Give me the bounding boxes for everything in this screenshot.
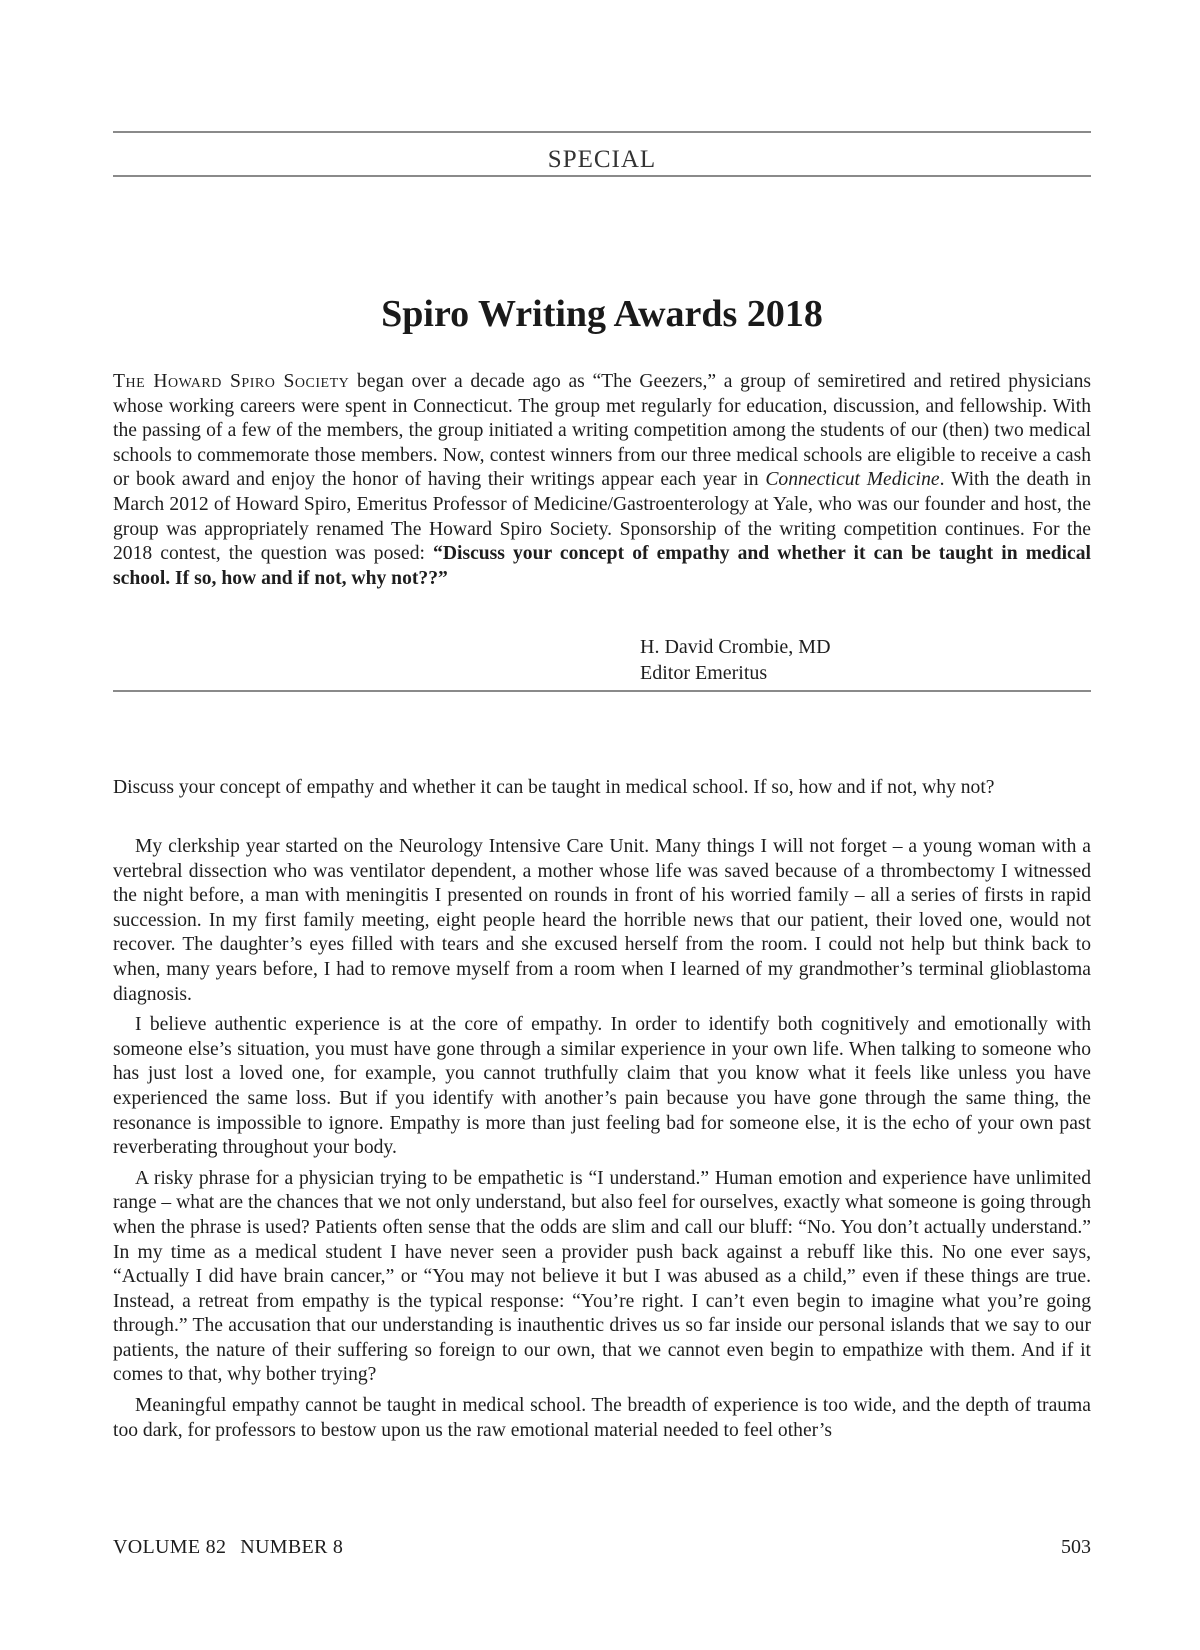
footer-page-number: 503 [1061,1536,1091,1558]
editor-role: Editor Emeritus [640,662,768,684]
section-label: SPECIAL [547,146,657,173]
essay-paragraph: My clerkship year started on the Neurology Intensive Care Unit. Many things I will not forget – a young woman with a vertebral dissection who was ventilator dependent, a mother whose life was saved because of a thrombectomy I witnessed the night before, a man with meningitis I presented on rounds in front of his worried family – all a series of firsts in rapid succession. In my first family meeting, eight people heard the horrible news that our patient, their loved one, would not recover. The daughter’s eyes filled with tears and she excused herself from the room. I could not help but think back to when, many years before, I had to remove myself from a room when I learned of my grandmother’s terminal glioblastoma diagnosis. [113,836,1091,1005]
contest-question: “Discuss your concept of empathy and whether it can be taught in medical school. If so, how and if not, why not??” [113,543,1091,589]
page-title: Spiro Writing Awards 2018 [381,293,823,335]
essay-prompt: Discuss your concept of empathy and whether it can be taught in medical school. If so, how and if not, why not? [113,777,995,798]
editor-name: H. David Crombie, MD [640,636,831,658]
intro-paragraph [113,370,1091,591]
header-bottom-rule [113,175,1091,177]
footer-number: NUMBER 8 [240,1536,344,1558]
journal-name: Connecticut Medicine [765,469,940,491]
society-name: The Howard Spiro Society [113,371,350,392]
essay-paragraph: I believe authentic experience is at the core of empathy. In order to identify both cognitively and emotionally with someone else’s situation, you must have gone through a similar experience in your own life. When talking to someone who has just lost a loved one, for example, you cannot truthfully claim that you know what it feels like unless you have experienced the same loss. But if you identify with another’s pain because you have gone through the same thing, the resonance is impossible to ignore. Empathy is more than just feeling bad for someone else, it is the echo of your own past reverberating throughout your body. [113,1014,1091,1159]
footer-issue-info [113,1536,343,1559]
essay-paragraph: Meaningful empathy cannot be taught in medical school. The breadth of experience is too wide, and the depth of trauma too dark, for professors to bestow upon us the raw emotional material needed to feel other’s [113,1395,1091,1441]
essay-paragraph: A risky phrase for a physician trying to be empathetic is “I understand.” Human emotion and experience have unlimited range – what are the chances that we not only understand, but also feel for ourselves, exactly what someone is going through when the phrase is used? Patients often sense that the odds are slim and call our bluff: “No. You don’t actually understand.” In my time as a medical student I have never seen a provider push back against a rebuff like this. No one ever says, “Actually I did have brain cancer,” or “You may not believe it but I was abused as a child,” even if these things are true. Instead, a retreat from empathy is the typical response: “You’re right. I can’t even begin to imagine what you’re going through.” The accusation that our understanding is inauthentic drives us so far inside our personal islands that we say to our patients, the nature of their suffering so foreign to our own, that we cannot even begin to empathize with them. And if it comes to that, why bother trying? [113,1167,1091,1386]
essay-body [113,835,1091,1449]
header-top-rule [113,131,1091,133]
section-divider [113,690,1091,692]
footer-volume: VOLUME 82 [113,1536,227,1558]
intro-text-part2: . With the death in March 2012 of Howard Spiro, Emeritus Professor of Medicine/Gastroenterology at Yale, who was our founder and host, the group was appropriately renamed The Howard Spiro Society. Sponsorship of the writing competition continues. For the 2018 contest, the question was posed: [113,469,1091,565]
editor-signature [640,634,831,686]
intro-text-part1: began over a decade ago as “The Geezers,” a group of semiretired and retired physicians whose working careers were spent in Connecticut. The group met regularly for education, discussion, and fellowship. With the passing of a few of the members, the group initiated a writing competition among the students of our (then) two medical schools to commemorate those members. Now, contest winners from our three medical schools are eligible to receive a cash or book award and enjoy the honor of having their writings appear each year in [113,371,1091,491]
